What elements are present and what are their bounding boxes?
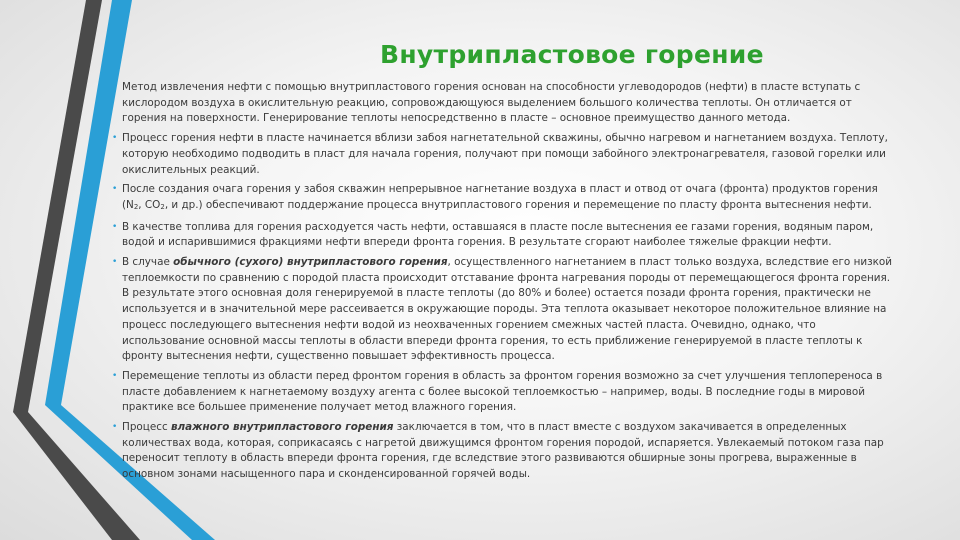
list-item-text: , осуществленного нагнетанием в пласт только воздуха, вследствие его низкой теплоемкости по сравнению с породой пласта происходит отставание фронта нагревания породы от перемещающегося фронта горения. В результате этого основная доля генерируемой в пласте теплоты (до 80% и более) остается позади фронта горения, практически не используется и в значительной мере рассеивается в окружающие породы. Эта теплота оказывает некоторое положительное влияние на процесс последующего вытеснения нефти водой из неохваченных горением смежных частей пласта. Очевидно, однако, что использование основной массы теплоты в области впереди фронта горения, то есть приближение генерируемой в пласте теплоты к фронту вытеснения нефти, существенно повышает эффективность процесса. [122,256,893,363]
list-item-text: Процесс горения нефти в пласте начинается вблизи забоя нагнетательной скважины, обычно нагревом и нагнетанием воздуха. Теплоту, которую необходимо подводить в пласт для начала горения, получают при помощи забойного электронагревателя, газовой горелки или окислительных реакций. [122,132,888,176]
bullet-icon: • [112,82,118,92]
slide-title: Внутрипластовое горение [380,40,764,69]
bullet-icon: • [112,221,118,232]
list-item [112,80,895,127]
subscript: 2 [160,202,165,211]
list-item-text: , и др.) обеспечивают поддержание процесса внутрипластового горения и перемещение по пласту фронта вытеснения нефти. [164,198,872,211]
list-item-text: Процесс [122,421,171,434]
list-item-text: Перемещение теплоты из области перед фронтом горения в область за фронтом горения возможно за счет улучшения теплопереноса в пласте добавлением к нагнетаемому воздуху агента с более высокой теплоемкостью – например, воды. В последние годы в мировой практике все большее применение получает метод влажного горения. [122,369,883,414]
list-item-text: , CO [138,198,161,211]
list-item-text: В случае [122,256,174,269]
list-item-text: В качестве топлива для горения расходуется часть нефти, оставшаяся в пласте после вытеснения ее газами горения, водяным паром, водой и испарившимися фракциями нефти впереди фронта горения. В результате сгорают наиболее тяжелые фракции нефти. [122,220,874,249]
list-item [112,131,895,178]
list-item-text: Метод извлечения нефти с помощью внутрипластового горения основан на способности углеводородов (нефти) в пласте вступать с кислородом воздуха в окислительную реакцию, сопровождающуюся выделением большого количества теплоты. Он отличается от горения на поверхности. Генерирование теплоты непосредственно в пласте – основное преимущество данного метода. [122,81,861,125]
bullet-icon: • [112,422,118,433]
bullet-icon: • [112,257,118,268]
subscript: 2 [133,202,139,211]
list-item [112,182,895,215]
list-item [112,220,895,251]
list-item-text: заключается в том, что в пласт вместе с воздухом закачивается в определенных количествах вода, которая, соприкасаясь с нагретой движущимся фронтом горения породой, испаряется. Увлекаемый потоком газа пар переносит теплоту в область впереди фронта горения, где вследствие этого развиваются обширные зоны прогрева, выраженные в основном зонами насыщенного пара и сконденсированной горячей воды. [122,421,884,481]
list-item [112,255,895,365]
list-item [112,420,895,483]
emphasis-text: обычного (сухого) внутрипластового горения [173,256,448,269]
list-item-text: После создания очага горения у забоя скважин непрерывное нагнетание воздуха в пласт и отвод от очага (фронта) продуктов горения (N [122,183,878,211]
list-item [112,369,895,416]
emphasis-text: влажного внутрипластового горения [170,421,394,434]
bullet-icon: • [112,370,118,381]
bullet-icon: • [112,133,118,144]
bullet-icon: • [112,184,118,195]
content-list [112,80,895,487]
